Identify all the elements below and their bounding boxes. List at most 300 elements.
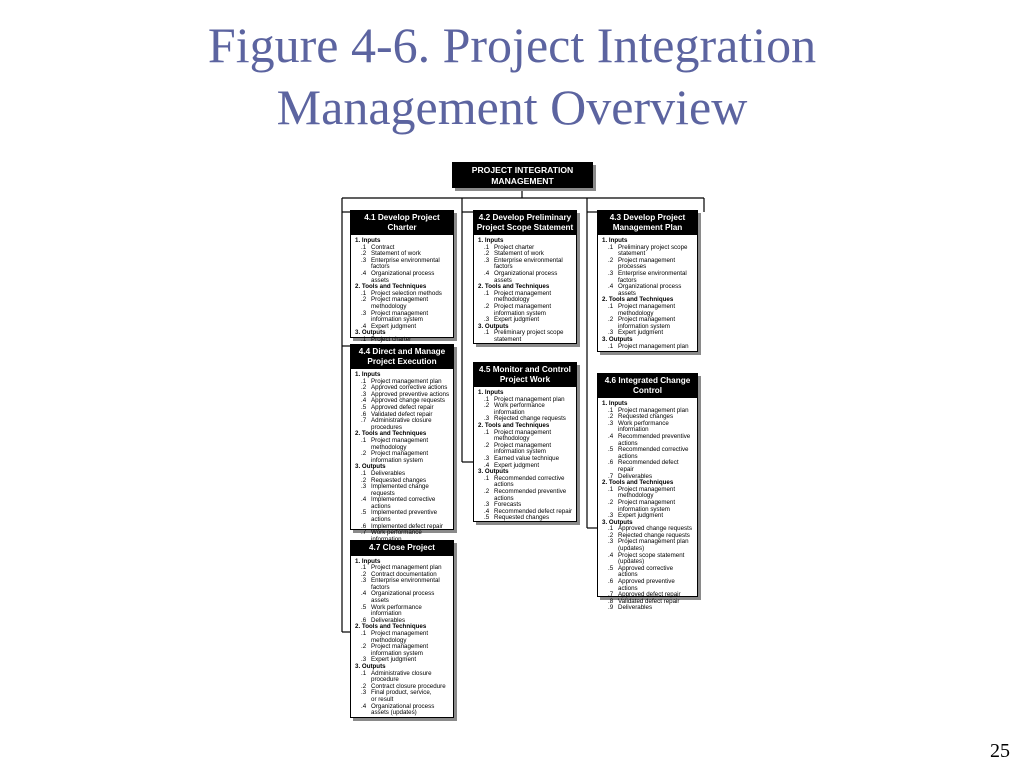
item-text: assets <box>618 289 636 297</box>
item-number: .3 <box>361 577 367 585</box>
item-text: Preliminary project scope <box>618 243 688 251</box>
section-heading: 3. Outputs <box>355 463 386 471</box>
root-label-line-1: PROJECT INTEGRATION <box>471 165 574 175</box>
item-number: .3 <box>608 419 614 427</box>
item-text: Project management <box>494 428 552 436</box>
item-text: Deliverables <box>371 469 406 477</box>
item-text: Implemented change requests <box>371 483 429 497</box>
list-item <box>355 418 450 431</box>
process-title-line: 4.4 Direct and Manage <box>358 347 446 356</box>
item-number: .2 <box>484 402 490 410</box>
item-text: Approved change requests <box>618 525 692 533</box>
process-body <box>474 235 576 346</box>
process-title <box>598 374 697 398</box>
item-number: .2 <box>361 384 367 392</box>
item-text: Implemented defect repair <box>371 522 443 530</box>
item-number: .3 <box>484 256 490 264</box>
item-number: .2 <box>608 531 614 539</box>
item-number: .5 <box>484 514 490 522</box>
item-number: .4 <box>608 432 614 440</box>
process-title-line: Project Work <box>499 374 551 384</box>
item-text: procedures <box>371 423 402 431</box>
item-number: .6 <box>361 616 367 624</box>
item-text: Organizational process assets <box>371 269 435 284</box>
list-item <box>602 258 694 271</box>
item-number: .2 <box>361 250 367 258</box>
root-label-line-2: MANAGEMENT <box>491 176 554 186</box>
item-number: .3 <box>361 483 367 491</box>
list-item <box>355 704 450 717</box>
section-heading: 1. Inputs <box>478 389 504 396</box>
item-text: Enterprise environmental <box>371 577 440 585</box>
process-body <box>351 369 453 545</box>
item-number: .1 <box>608 485 614 493</box>
item-text: Project management <box>371 296 429 304</box>
process-title <box>598 211 697 235</box>
item-text: Work performance <box>618 419 669 427</box>
item-number: .1 <box>484 428 490 436</box>
item-text: Enterprise environmental <box>618 269 687 277</box>
item-number: .1 <box>361 377 367 385</box>
item-text: Approved preventive actions <box>618 578 675 592</box>
process-body <box>351 556 453 719</box>
item-number: .2 <box>361 643 367 651</box>
section-heading: 1. Inputs <box>602 400 628 407</box>
item-number: .1 <box>361 289 367 297</box>
process-box-4-3-develop-management-plan <box>597 210 698 352</box>
section-heading: 1. Inputs <box>355 557 381 565</box>
list-item <box>478 515 573 522</box>
list-item <box>478 463 573 470</box>
item-text: Project management <box>618 316 676 324</box>
process-title <box>474 363 576 387</box>
section-heading: 2. Tools and Techniques <box>602 296 674 304</box>
item-number: .5 <box>361 403 367 411</box>
item-text: (updates) <box>618 545 645 553</box>
section-heading: 1. Inputs <box>355 237 381 244</box>
section-heading: 1. Inputs <box>355 371 381 378</box>
item-text: Project management <box>371 436 429 444</box>
root-box-project-integration-management <box>452 162 593 188</box>
item-text: Statement of work <box>371 250 421 258</box>
item-text: Project management <box>371 643 429 651</box>
process-title <box>351 211 453 235</box>
list-item <box>602 330 694 337</box>
item-text: assets (updates) <box>371 709 417 717</box>
item-number: .1 <box>484 243 490 251</box>
item-text: Expert judgment <box>371 656 417 664</box>
item-number: .6 <box>361 410 367 418</box>
item-number: .1 <box>484 395 490 403</box>
item-number: .1 <box>608 302 614 310</box>
item-text: Project management plan <box>618 538 689 546</box>
item-number: .3 <box>361 390 367 398</box>
process-title-line: 4.7 Close Project <box>369 543 435 552</box>
item-number: .3 <box>361 309 367 317</box>
process-body <box>351 235 453 346</box>
item-text: factors <box>618 276 637 284</box>
item-text: Project management <box>618 302 676 310</box>
section-heading: 3. Outputs <box>355 663 386 670</box>
item-number: .1 <box>608 525 614 533</box>
item-number: .1 <box>361 469 367 477</box>
process-box-4-4-direct-and-manage <box>350 344 454 537</box>
item-text: Contract documentation <box>371 570 437 578</box>
list-item <box>478 317 573 324</box>
item-text: factors <box>494 263 513 271</box>
process-title-line: Project Scope Statement <box>476 222 574 232</box>
item-number: .3 <box>361 689 367 697</box>
item-text: Organizational process assets <box>371 590 435 605</box>
item-number: .1 <box>608 342 614 350</box>
item-text: Project management plan <box>494 395 565 403</box>
list-item <box>478 271 573 284</box>
item-text: Project management <box>618 256 676 264</box>
item-number: .3 <box>608 329 614 337</box>
item-text: Recommended corrective <box>494 474 565 482</box>
item-number: .1 <box>361 564 367 572</box>
item-text: information <box>618 426 649 434</box>
item-text: Work performance <box>494 402 545 410</box>
item-text: Project management plan <box>618 406 689 414</box>
section-heading: 2. Tools and Techniques <box>602 479 674 487</box>
item-number: .1 <box>484 329 490 337</box>
section-heading: 3. Outputs <box>355 329 386 337</box>
item-text: Approved defect repair <box>618 591 681 599</box>
process-box-4-6-integrated-change-control <box>597 373 698 612</box>
item-text: Project management <box>371 309 429 317</box>
process-body <box>598 235 697 352</box>
list-item <box>478 416 573 423</box>
list-item <box>355 510 450 523</box>
item-text: Project management <box>371 450 429 458</box>
list-item <box>602 245 694 258</box>
item-number: .4 <box>484 269 490 277</box>
section-heading: 1. Inputs <box>602 237 628 244</box>
item-number: .9 <box>608 604 614 612</box>
list-item <box>355 297 450 310</box>
item-text: Recommended defect <box>618 459 679 467</box>
section-heading: 3. Outputs <box>602 335 633 343</box>
item-number: .5 <box>608 446 614 454</box>
item-number: .3 <box>484 415 490 423</box>
section-heading: 2. Tools and Techniques <box>478 283 550 291</box>
list-item <box>355 337 450 344</box>
list-item <box>602 460 694 473</box>
process-title <box>351 541 453 556</box>
list-item <box>602 474 694 481</box>
item-number: .6 <box>608 578 614 586</box>
item-text: actions <box>618 439 638 447</box>
list-item <box>602 421 694 434</box>
list-item <box>355 311 450 324</box>
item-text: Recommended preventive <box>618 432 691 440</box>
item-text: Deliverables <box>371 616 406 624</box>
item-number: .4 <box>361 322 367 330</box>
item-text: Deliverables <box>618 604 653 612</box>
item-text: Project charter <box>371 335 412 343</box>
item-text: or result <box>371 695 394 703</box>
item-text: Project management <box>618 498 676 506</box>
item-number: .3 <box>484 454 490 462</box>
item-text: Work performance <box>371 603 422 611</box>
item-text: Recommended preventive <box>494 487 567 495</box>
list-item <box>602 553 694 566</box>
item-text: Approved defect repair <box>371 403 434 411</box>
item-number: .2 <box>608 316 614 324</box>
item-number: .4 <box>361 269 367 277</box>
section-heading: 3. Outputs <box>478 468 509 476</box>
section-heading: 3. Outputs <box>478 322 509 330</box>
item-number: .6 <box>361 522 367 530</box>
list-item <box>355 258 450 271</box>
item-number: .4 <box>361 702 367 710</box>
item-text: Approved corrective actions <box>371 384 448 392</box>
process-title-line: Management Plan <box>612 222 683 232</box>
item-text: actions <box>494 481 514 489</box>
process-box-4-2-develop-preliminary-scope <box>473 210 577 344</box>
item-text: Rejected change requests <box>618 531 690 539</box>
process-title-line: 4.2 Develop Preliminary <box>478 213 572 222</box>
item-text: Project management <box>494 289 552 297</box>
process-title-line: 4.1 Develop Project <box>364 213 440 222</box>
item-text: repair <box>618 465 634 473</box>
item-text: Organizational process <box>494 269 558 277</box>
list-item <box>355 591 450 604</box>
item-text: Statement of work <box>494 250 544 258</box>
list-item <box>602 513 694 520</box>
item-number: .1 <box>361 436 367 444</box>
item-number: .2 <box>608 256 614 264</box>
item-number: .7 <box>361 529 367 537</box>
list-item <box>355 657 450 664</box>
item-text: Project management plan <box>618 342 689 350</box>
item-text: information system <box>371 316 423 324</box>
item-number: .1 <box>361 243 367 251</box>
item-text: Approved corrective actions <box>618 564 674 579</box>
item-text: methodology <box>371 636 407 644</box>
item-number: .4 <box>361 590 367 598</box>
item-text: methodology <box>494 296 530 304</box>
item-text: Project scope statement <box>618 551 685 559</box>
item-text: Contract closure procedure <box>371 682 446 690</box>
item-number: .3 <box>608 538 614 546</box>
item-number: .3 <box>361 256 367 264</box>
process-title-line: Project Execution <box>367 356 437 366</box>
list-item <box>355 451 450 464</box>
item-number: .3 <box>608 512 614 520</box>
list-item <box>355 324 450 331</box>
item-text: assets <box>494 276 512 284</box>
list-item <box>355 690 450 703</box>
item-text: information <box>494 408 525 416</box>
item-text: information system <box>371 649 423 657</box>
process-title-line: 4.3 Develop Project <box>609 213 686 222</box>
list-item <box>355 271 450 284</box>
item-text: actions <box>371 516 391 524</box>
item-text: Final product, service, <box>371 689 432 697</box>
item-number: .4 <box>608 283 614 291</box>
item-text: information system <box>618 505 670 513</box>
item-text: Validated defect repair <box>618 597 680 605</box>
process-title <box>351 345 453 369</box>
item-text: procedure <box>371 676 399 684</box>
item-number: .2 <box>361 682 367 690</box>
item-text: Contract <box>371 243 395 251</box>
item-text: Recommended corrective <box>618 446 689 454</box>
section-heading: 2. Tools and Techniques <box>355 283 427 291</box>
item-text: actions <box>618 452 638 460</box>
process-body <box>474 387 576 524</box>
item-number: .3 <box>608 269 614 277</box>
item-number: .4 <box>484 507 490 515</box>
item-text: factors <box>371 583 390 591</box>
item-text: Project charter <box>494 243 535 251</box>
section-heading: 2. Tools and Techniques <box>355 430 427 438</box>
item-text: actions <box>371 502 391 510</box>
item-number: .7 <box>361 417 367 425</box>
item-number: .3 <box>484 501 490 509</box>
item-number: .2 <box>608 413 614 421</box>
item-number: .1 <box>608 406 614 414</box>
item-number: .2 <box>361 570 367 578</box>
list-item <box>478 430 573 443</box>
process-title <box>474 211 576 235</box>
process-title-line: Charter <box>387 222 417 232</box>
list-item <box>355 618 450 625</box>
item-number: .3 <box>361 656 367 664</box>
item-text: information <box>371 610 402 618</box>
item-text: Organizational process <box>618 283 682 291</box>
item-number: .1 <box>608 243 614 251</box>
process-box-4-5-monitor-and-control <box>473 362 577 522</box>
item-text: Expert judgment <box>618 329 664 337</box>
item-text: factors <box>371 263 390 271</box>
item-text: Project management plan <box>371 377 442 385</box>
item-number: .7 <box>608 472 614 480</box>
item-number: .4 <box>484 461 490 469</box>
item-text: information system <box>494 448 546 456</box>
item-text: Deliverables <box>618 472 653 480</box>
process-title-line: 4.6 Integrated Change <box>604 376 691 385</box>
item-text: Implemented corrective <box>371 496 436 504</box>
list-item <box>602 284 694 297</box>
slide-title-line-2: Management Overview <box>276 79 748 135</box>
item-text: statement <box>618 250 646 258</box>
list-item <box>602 344 694 351</box>
item-text: Project management <box>494 441 552 449</box>
item-text: Project management <box>618 485 676 493</box>
item-text: Validated defect repair <box>371 410 433 418</box>
item-text: Approved change requests <box>371 397 445 405</box>
item-number: .2 <box>484 302 490 310</box>
item-text: information system <box>371 456 423 464</box>
item-number: .7 <box>608 591 614 599</box>
item-text: Requested changes <box>371 476 427 484</box>
slide-title-line-1: Figure 4-6. Project Integration <box>207 17 817 73</box>
item-text: statement <box>494 335 522 343</box>
section-heading: 1. Inputs <box>478 237 504 244</box>
item-text: methodology <box>371 443 407 451</box>
item-text: Rejected change requests <box>494 415 566 423</box>
process-title-line: 4.5 Monitor and Control <box>479 365 571 374</box>
item-text: Organizational process <box>371 702 435 710</box>
item-text: Forecasts <box>494 501 522 509</box>
item-text: Expert judgment <box>494 316 540 324</box>
item-text: Expert judgment <box>618 512 664 520</box>
item-number: .1 <box>361 630 367 638</box>
item-text: Implemented preventive <box>371 509 438 517</box>
item-text: Project selection methods <box>371 289 442 297</box>
item-number: .4 <box>361 397 367 405</box>
process-box-4-7-close-project <box>350 540 454 718</box>
list-item <box>355 605 450 618</box>
item-number: .1 <box>361 335 367 343</box>
item-number: .5 <box>608 564 614 572</box>
item-text: Work performance <box>371 529 422 537</box>
item-text: Expert judgment <box>494 461 540 469</box>
list-item <box>602 605 694 612</box>
item-text: Administrative closure <box>371 417 432 425</box>
item-text: Preliminary project scope <box>494 329 564 337</box>
item-number: .4 <box>361 496 367 504</box>
item-number: .1 <box>484 474 490 482</box>
item-text: information system <box>618 322 670 330</box>
item-number: .1 <box>361 669 367 677</box>
item-number: .1 <box>484 289 490 297</box>
section-heading: 2. Tools and Techniques <box>478 421 550 429</box>
item-text: Project management plan <box>371 564 442 572</box>
item-number: .2 <box>484 487 490 495</box>
item-number: .4 <box>608 551 614 559</box>
item-text: Recommended defect repair <box>494 507 573 515</box>
item-text: actions <box>494 494 514 502</box>
list-item <box>478 443 573 456</box>
list-item <box>478 258 573 271</box>
item-text: methodology <box>494 435 530 443</box>
process-body <box>598 398 697 614</box>
item-text: methodology <box>618 309 654 317</box>
item-number: .2 <box>608 498 614 506</box>
item-text: Approved preventive actions <box>371 390 450 398</box>
item-text: Administrative closure <box>371 669 432 677</box>
item-number: .2 <box>484 250 490 258</box>
item-text: Project management <box>494 302 552 310</box>
item-text: Requested changes <box>494 514 550 522</box>
page-number: 25 <box>990 740 1010 762</box>
item-number: .5 <box>361 603 367 611</box>
item-number: .2 <box>361 476 367 484</box>
list-item <box>602 539 694 552</box>
process-title-line: Control <box>632 385 663 395</box>
item-number: .2 <box>361 296 367 304</box>
process-box-4-1-develop-project-charter <box>350 210 454 343</box>
item-number: .5 <box>361 509 367 517</box>
item-text: Requested changes <box>618 413 674 421</box>
item-number: .6 <box>608 459 614 467</box>
section-heading: 2. Tools and Techniques <box>355 623 427 631</box>
list-item <box>478 476 573 489</box>
item-text: Earned value technique <box>494 454 560 462</box>
item-text: processes <box>618 263 647 271</box>
item-text: Enterprise environmental <box>494 256 563 264</box>
section-heading: 3. Outputs <box>602 518 633 526</box>
list-item <box>355 671 450 684</box>
item-text: methodology <box>371 302 407 310</box>
item-number: .2 <box>484 441 490 449</box>
item-number: .2 <box>361 450 367 458</box>
item-number: .8 <box>608 597 614 605</box>
